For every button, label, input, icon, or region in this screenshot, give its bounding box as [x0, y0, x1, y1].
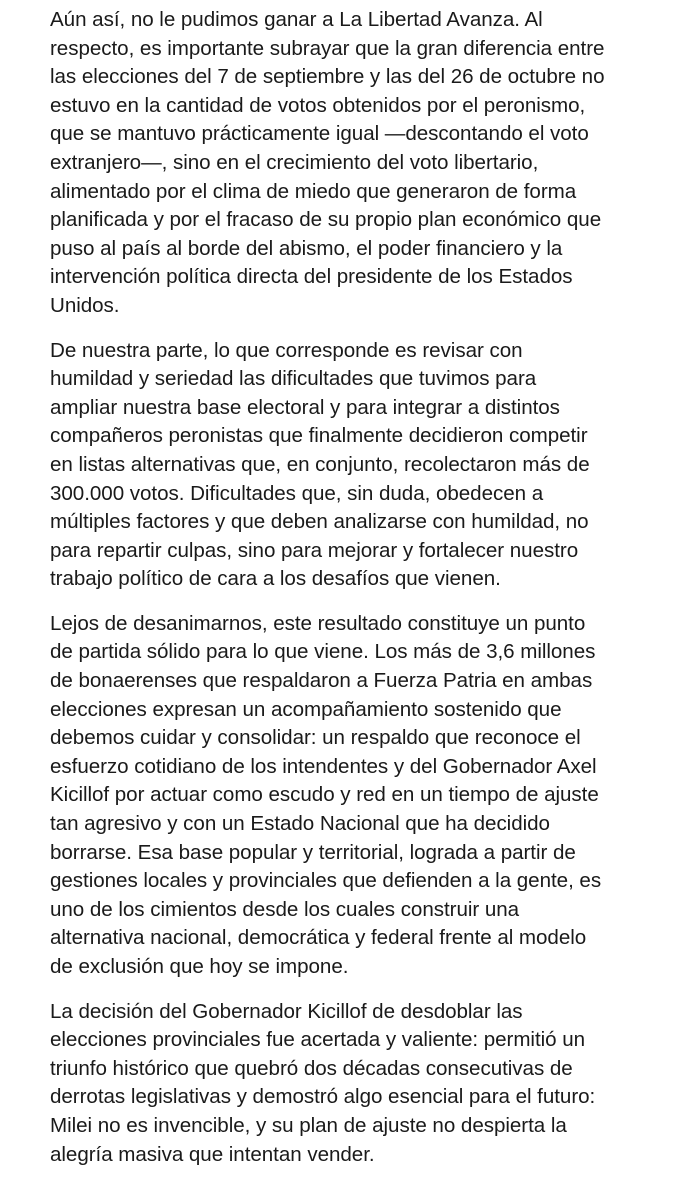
- paragraph-desdoblar-elecciones: La decisión del Gobernador Kicillof de desdoblar las elecciones provinciales fue acertada y valiente: permitió un triunfo histórico que quebró dos décadas consecutivas de derrotas legislativas y demostró algo esencial para el futuro: Milei no es invencible, y su plan de ajuste no despierta la alegría masiva que intentan vender.: [50, 999, 596, 1166]
- paragraph-punto-de-partida: Lejos de desanimarnos, este resultado constituye un punto de partida sólido para lo que viene. Los más de 3,6 millones de bonaerenses que respaldaron a Fuerza Patria en ambas elecciones expresan un acompañamiento sostenido que debemos cuidar y consolidar: un respaldo que reconoce el esfuerzo cotidiano de los intendentes y del Gobernador Axel Kicillof por actuar como escudo y red en un tiempo de ajuste tan agresivo y con un Estado Nacional que ha decidido borrarse. Esa base popular y territorial, lograda a partir de gestiones locales y provinciales que defienden a la gente, es uno de los cimientos desde los cuales construir una alternativa nacional, democrática y federal frente al modelo de exclusión que hoy se impone.: [50, 611, 602, 978]
- paragraph-la-libertad-avanza: Aún así, no le pudimos ganar a La Libertad Avanza. Al respecto, es importante subrayar que la gran diferencia entre las elecciones del 7 de septiembre y las del 26 de octubre no estuvo en la cantidad de votos obtenidos por el peronismo, que se mantuvo prácticamente igual —descontando el voto extranjero—, sino en el crecimiento del voto libertario, alimentado por el clima de miedo que generaron de forma planificada y por el fracaso de su propio plan económico que puso al país al borde del abismo, el poder financiero y la intervención política directa del presidente de los Estados Unidos.: [50, 8, 605, 317]
- paragraph-revisar-dificultades: De nuestra parte, lo que corresponde es revisar con humildad y seriedad las dificultades que tuvimos para ampliar nuestra base electoral y para integrar a distintos compañeros peronistas que finalmente decidieron competir en listas alternativas que, en conjunto, recolectaron más de 300.000 votos. Dificultades que, sin duda, obedecen a múltiples factores y que deben analizarse con humildad, no para repartir culpas, sino para mejorar y fortalecer nuestro trabajo político de cara a los desafíos que vienen.: [50, 338, 590, 591]
